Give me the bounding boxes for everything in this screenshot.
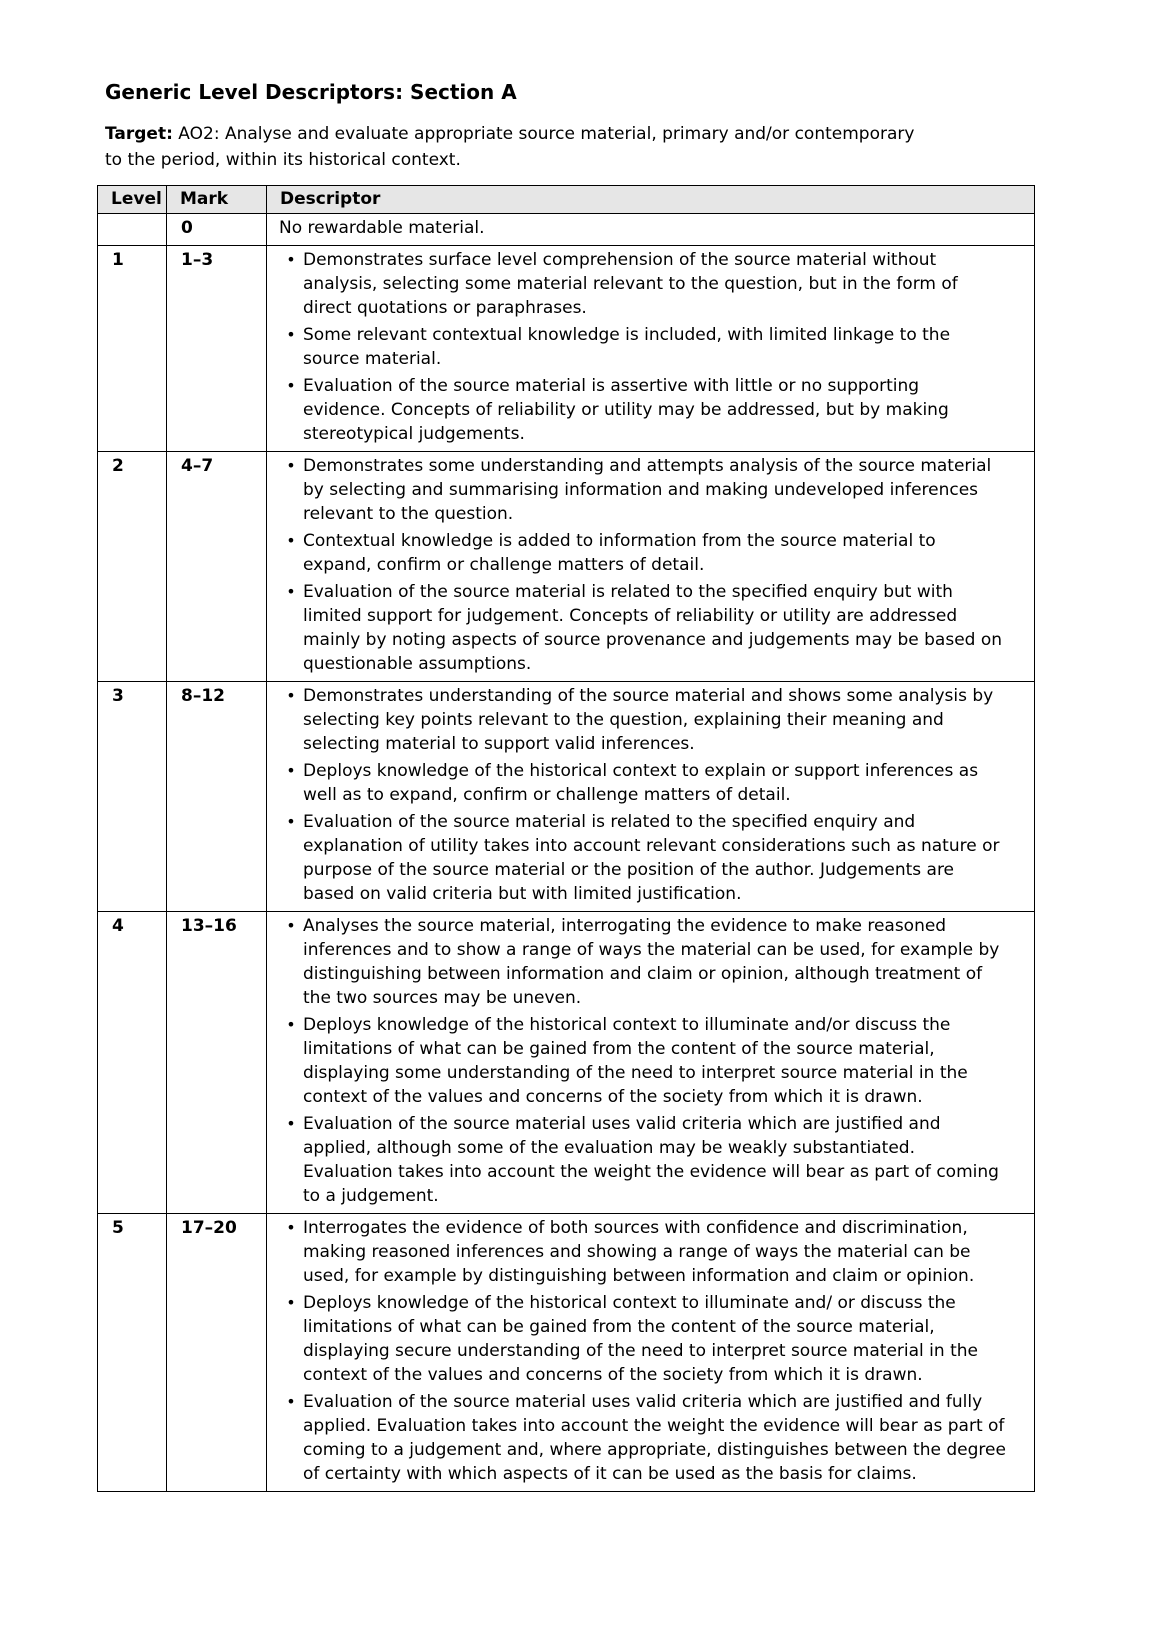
bullet-icon: •	[286, 456, 296, 475]
bullet-text: Contextual knowledge is added to information from the source material to expand, confirm or challenge matters of detail.	[303, 531, 936, 575]
descriptor-cell	[267, 452, 1035, 682]
bullet-text: Evaluation of the source material is related to the specified enquiry and explanation of utility takes into account relevant considerations such as nature or purpose of the source material or the position of the author. Judgements are based on valid criteria but with limited justification.	[303, 812, 1000, 904]
bullet-icon: •	[286, 1293, 296, 1312]
descriptor-bullet	[279, 323, 1006, 371]
table-row-level-4	[98, 912, 1035, 1214]
bullet-icon: •	[286, 376, 296, 395]
descriptor-text: No rewardable material.	[279, 218, 485, 238]
target-paragraph	[105, 121, 933, 173]
descriptor-bullet	[279, 759, 1006, 807]
table-row-level-1	[98, 246, 1035, 452]
bullet-icon: •	[286, 250, 296, 269]
bullet-icon: •	[286, 686, 296, 705]
mark-cell: 1–3	[167, 246, 267, 452]
bullet-text: Demonstrates understanding of the source material and shows some analysis by selecting key points relevant to the question, explaining their meaning and selecting material to support valid inferences.	[303, 686, 994, 754]
descriptor-bullet	[279, 1216, 1006, 1288]
table-header-row	[98, 186, 1035, 214]
mark-cell: 17–20	[167, 1214, 267, 1492]
bullet-icon: •	[286, 1114, 296, 1133]
bullet-icon: •	[286, 531, 296, 550]
table-row-mark-0	[98, 214, 1035, 246]
descriptor-bullet	[279, 684, 1006, 756]
descriptor-cell	[267, 1214, 1035, 1492]
level-cell: 2	[98, 452, 167, 682]
level-cell	[98, 214, 167, 246]
descriptor-cell	[267, 912, 1035, 1214]
bullet-icon: •	[286, 1218, 296, 1237]
header-mark: Mark	[167, 186, 267, 214]
level-cell: 5	[98, 1214, 167, 1492]
mark-cell: 4–7	[167, 452, 267, 682]
bullet-icon: •	[286, 1392, 296, 1411]
bullet-icon: •	[286, 582, 296, 601]
descriptor-bullet	[279, 580, 1006, 676]
mark-cell: 0	[167, 214, 267, 246]
mark-cell: 13–16	[167, 912, 267, 1214]
bullet-text: Evaluation of the source material is assertive with little or no supporting evidence. Concepts of reliability or utility may be addressed, but by making stereotypical judgements.	[303, 376, 949, 444]
table-row-level-5	[98, 1214, 1035, 1492]
target-text: AO2: Analyse and evaluate appropriate source material, primary and/or contemporary to the period, within its historical context.	[105, 124, 915, 170]
bullet-text: Evaluation of the source material uses valid criteria which are justified and applied, although some of the evaluation may be weakly substantiated. Evaluation takes into account the weight the evidence will bear as part of coming to a judgement.	[303, 1114, 999, 1206]
level-cell: 1	[98, 246, 167, 452]
bullet-text: Deploys knowledge of the historical context to explain or support inferences as well as to expand, confirm or challenge matters of detail.	[303, 761, 979, 805]
bullet-icon: •	[286, 761, 296, 780]
target-label: Target:	[105, 124, 173, 144]
level-cell: 4	[98, 912, 167, 1214]
descriptor-bullet	[279, 374, 1006, 446]
table-row-level-3	[98, 682, 1035, 912]
header-descriptor: Descriptor	[267, 186, 1035, 214]
bullet-text: Deploys knowledge of the historical context to illuminate and/ or discuss the limitations of what can be gained from the content of the source material, displaying secure understanding of the need to interpret source material in the context of the values and concerns of the society from which it is drawn.	[303, 1293, 978, 1385]
level-descriptors-table	[97, 185, 1035, 1492]
document-page	[97, 80, 1034, 1492]
mark-cell: 8–12	[167, 682, 267, 912]
descriptor-bullet	[279, 1112, 1006, 1208]
bullet-text: Interrogates the evidence of both sources with confidence and discrimination, making reasoned inferences and showing a range of ways the material can be used, for example by distinguishing between information and claim or opinion.	[303, 1218, 975, 1286]
descriptor-bullet	[279, 454, 1006, 526]
page-title: Generic Level Descriptors: Section A	[105, 80, 517, 104]
bullet-text: Demonstrates some understanding and attempts analysis of the source material by selecting and summarising information and making undeveloped inferences relevant to the question.	[303, 456, 992, 524]
descriptor-bullet	[279, 914, 1006, 1010]
descriptor-bullet	[279, 529, 1006, 577]
level-cell: 3	[98, 682, 167, 912]
bullet-text: Demonstrates surface level comprehension of the source material without analysis, selecting some material relevant to the question, but in the form of direct quotations or paraphrases.	[303, 250, 958, 318]
bullet-icon: •	[286, 916, 296, 935]
bullet-text: Evaluation of the source material uses valid criteria which are justified and fully applied. Evaluation takes into account the weight the evidence will bear as part of coming to a judgement and, where appropriate, distinguishes between the degree of certainty with which aspects of it can be used as the basis for claims.	[303, 1392, 1006, 1484]
descriptor-bullet	[279, 810, 1006, 906]
bullet-text: Deploys knowledge of the historical context to illuminate and/or discuss the limitations of what can be gained from the content of the source material, displaying some understanding of the need to interpret source material in the context of the values and concerns of the society from which it is drawn.	[303, 1015, 968, 1107]
descriptor-bullet	[279, 248, 1006, 320]
bullet-icon: •	[286, 812, 296, 831]
bullet-icon: •	[286, 1015, 296, 1034]
descriptor-bullet	[279, 1013, 1006, 1109]
bullet-icon: •	[286, 325, 296, 344]
descriptor-bullet	[279, 1390, 1006, 1486]
bullet-text: Analyses the source material, interrogating the evidence to make reasoned inferences and to show a range of ways the material can be used, for example by distinguishing between information and claim or opinion, although treatment of the two sources may be uneven.	[303, 916, 1000, 1008]
header-level: Level	[98, 186, 167, 214]
descriptor-cell	[267, 682, 1035, 912]
bullet-text: Some relevant contextual knowledge is included, with limited linkage to the source material.	[303, 325, 951, 369]
descriptor-bullet	[279, 1291, 1006, 1387]
table-row-level-2	[98, 452, 1035, 682]
descriptor-cell	[267, 246, 1035, 452]
bullet-text: Evaluation of the source material is related to the specified enquiry but with limited support for judgement. Concepts of reliability or utility are addressed mainly by noting aspects of source provenance and judgements may be based on questionable assumptions.	[303, 582, 1003, 674]
descriptor-cell	[267, 214, 1035, 246]
